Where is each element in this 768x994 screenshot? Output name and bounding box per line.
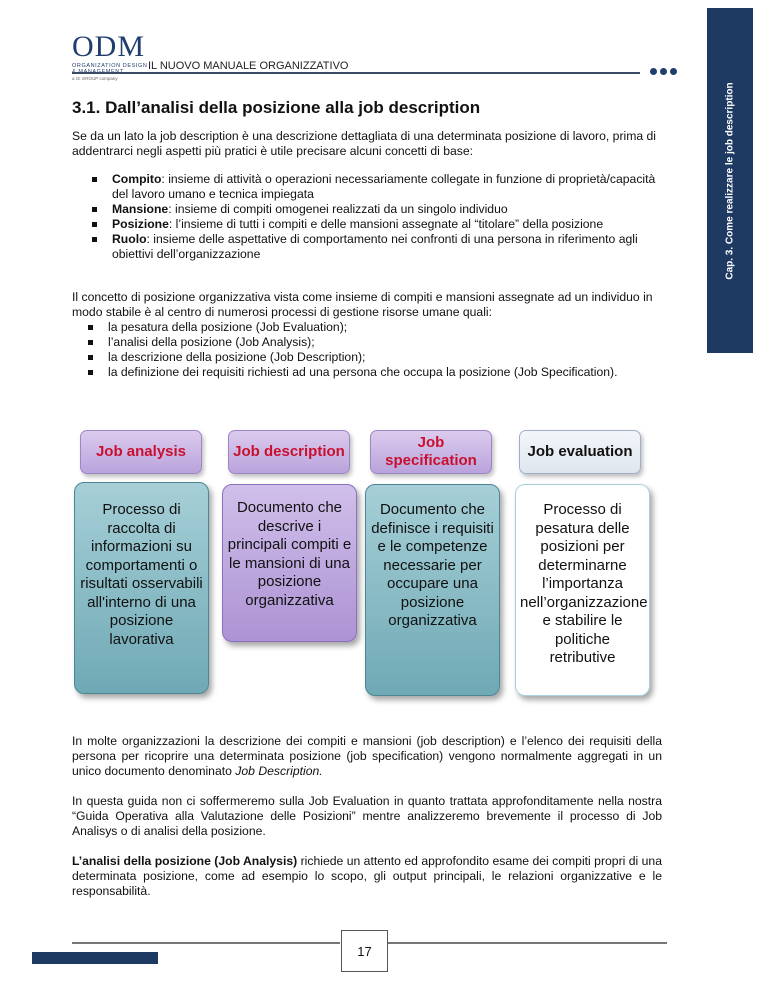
list-item bbox=[88, 202, 663, 217]
definition: : insieme di compiti omogenei realizzati da un singolo individuo bbox=[168, 202, 508, 216]
closing-text-1: In molte organizzazioni la descrizione dei compiti e mansioni (job description) e l’elenco dei requisiti della persona per ricoprire una determinata posizione (job specification) vengono normalmente aggregati in un unico documento denominato bbox=[72, 734, 662, 778]
dot-icon bbox=[660, 68, 667, 75]
footer-rule-left bbox=[72, 942, 340, 944]
diagram-title-job-evaluation: Job evaluation bbox=[519, 430, 641, 474]
term: Mansione bbox=[112, 202, 169, 216]
process-list bbox=[84, 320, 662, 380]
closing-paragraph-3 bbox=[72, 854, 662, 899]
chapter-side-label: Cap. 3. Come realizzare le job description bbox=[724, 81, 736, 280]
closing-bold: L’analisi della posizione (Job Analysis) bbox=[72, 854, 298, 868]
diagram-title-job-analysis: Job analysis bbox=[80, 430, 202, 474]
footer-rule-right bbox=[387, 942, 667, 944]
term: Compito bbox=[112, 172, 162, 186]
chapter-side-tab bbox=[707, 8, 753, 353]
closing-paragraph-1 bbox=[72, 734, 662, 779]
concept-paragraph bbox=[72, 290, 662, 380]
closing-paragraph-2 bbox=[72, 794, 662, 839]
dot-icon bbox=[650, 68, 657, 75]
dot-icon bbox=[670, 68, 677, 75]
closing-emphasis: Job Description. bbox=[235, 764, 323, 778]
closing-text-3: richiede un attento ed approfondito esame dei compiti propri di una determinata posizione, come ad esempio lo scopo, gli output principali, le relazioni organizzative e le responsabilità. bbox=[72, 854, 662, 898]
footer-accent-bar bbox=[32, 952, 158, 964]
diagram-title-job-description: Job description bbox=[228, 430, 350, 474]
header-rule bbox=[72, 72, 640, 74]
section-heading: 3.1. Dall’analisi della posizione alla job description bbox=[72, 98, 481, 117]
closing-text-2: In questa guida non ci soffermeremo sulla Job Evaluation in quanto trattata approfonditamente nella nostra “Guida Operativa alla Valutazione delle Posizioni” mentre analizzeremo brevemente il processo di Job Analisys o di analisi della posizione. bbox=[72, 794, 662, 838]
diagram-body-job-description: Documento che descrive i principali compiti e le mansioni di una posizione organizzativa bbox=[222, 484, 357, 642]
definition: : insieme di attività o operazioni necessariamente collegate in funzione di proprietà/capacità del lavoro umano e tecnica impiegata bbox=[112, 172, 656, 201]
page-number: 17 bbox=[341, 930, 388, 972]
term: Posizione bbox=[112, 217, 169, 231]
diagram-body-job-analysis: Processo di raccolta di informazioni su comportamenti o risultati osservabili all'interno di una posizione lavorativa bbox=[74, 482, 209, 694]
definition: : insieme delle aspettative di comportamento nei confronti di una persona in riferimento agli obiettivi dell’organizzazione bbox=[112, 232, 638, 261]
intro-paragraph bbox=[72, 129, 662, 159]
logo-tagline: a GI GROUP company bbox=[72, 76, 118, 81]
term: Ruolo bbox=[112, 232, 147, 246]
list-item bbox=[88, 232, 663, 262]
logo-subtitle: ORGANIZATION DESIGN bbox=[72, 63, 148, 69]
intro-text: Se da un lato la job description è una descrizione dettagliata di una determinata posizione di lavoro, prima di addentrarci negli aspetti più pratici è utile precisare alcuni concetti di base: bbox=[72, 129, 657, 158]
list-item: la pesatura della posizione (Job Evaluation); bbox=[84, 320, 662, 335]
list-item bbox=[88, 172, 663, 202]
running-header: IL NUOVO MANUALE ORGANIZZATIVO bbox=[148, 60, 349, 72]
logo-wordmark: ODM bbox=[72, 30, 146, 63]
definitions-list bbox=[72, 172, 663, 262]
diagram-body-job-specification: Documento che definisce i requisiti e le competenze necessarie per occupare una posizione organizzativa bbox=[365, 484, 500, 696]
diagram-body-job-evaluation: Processo di pesatura delle posizioni per determinarne l’importanza nell’organizzazione e stabilire le politiche retributive bbox=[515, 484, 650, 696]
list-item: la definizione dei requisiti richiesti ad una persona che occupa la posizione (Job Specification). bbox=[84, 365, 662, 380]
concept-text: Il concetto di posizione organizzativa vista come insieme di compiti e mansioni assegnate ad un individuo in modo stabile è al centro di numerosi processi di gestione risorse umane quali: bbox=[72, 290, 653, 319]
list-item: la descrizione della posizione (Job Description); bbox=[84, 350, 662, 365]
list-item bbox=[88, 217, 663, 232]
definition: : l’insieme di tutti i compiti e delle mansioni assegnate al “titolare” della posizione bbox=[168, 217, 604, 231]
header-dots bbox=[650, 68, 677, 75]
diagram-title-job-specification: Job specification bbox=[370, 430, 492, 474]
list-item: l’analisi della posizione (Job Analysis); bbox=[84, 335, 662, 350]
